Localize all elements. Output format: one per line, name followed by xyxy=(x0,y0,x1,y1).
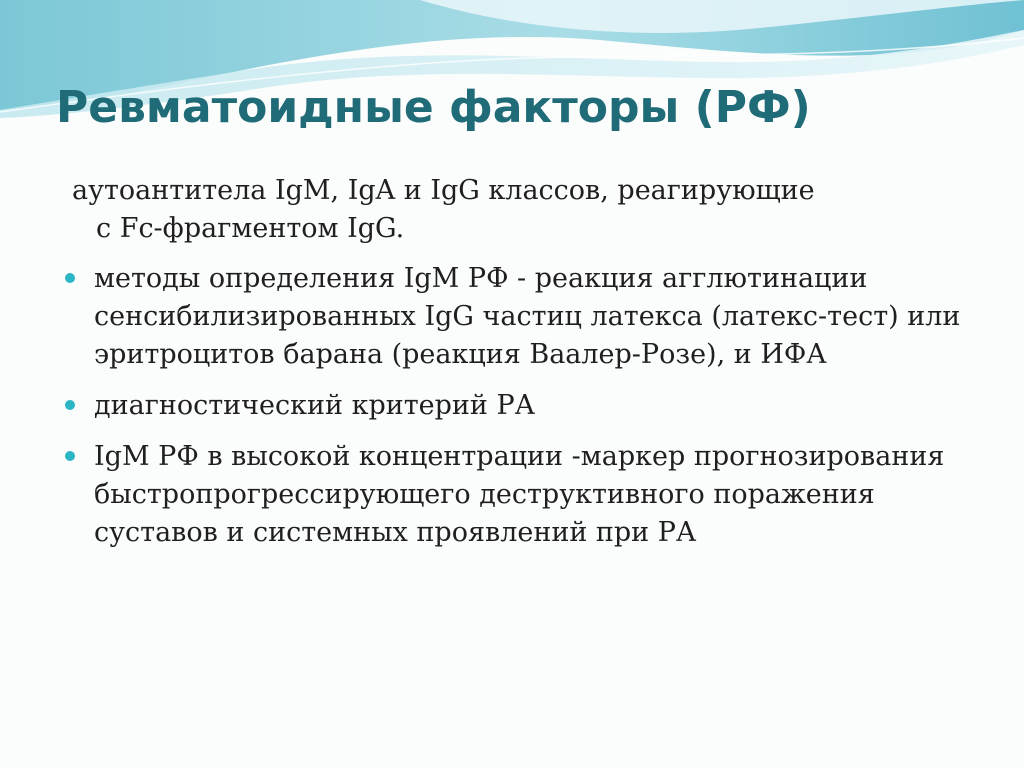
list-item xyxy=(62,438,962,552)
bullet-text: методы определения IgM РФ - реакция агглютинации сенсибилизированных IgG частиц латекса (латекс-тест) или эритроцитов барана (реакция Ваалер-Розе), и ИФА xyxy=(94,263,961,370)
bullet-dot-icon xyxy=(65,273,75,283)
bullet-list xyxy=(62,260,962,552)
intro-line-1: аутоантитела IgM, IgA и IgG классов, реагирующие xyxy=(72,175,815,206)
intro-paragraph xyxy=(72,172,962,248)
list-item xyxy=(62,260,962,374)
slide-title: Ревматоидные факторы (РФ) xyxy=(56,82,811,133)
bullet-text: IgM РФ в высокой концентрации -маркер прогнозирования быстропрогрессирующего деструктивного поражения суставов и системных проявлений при РА xyxy=(94,441,945,548)
slide-body xyxy=(62,172,962,565)
bullet-dot-icon xyxy=(65,451,75,461)
intro-line-2: с Fc-фрагментом IgG. xyxy=(96,213,405,244)
bullet-text: диагностический критерий РА xyxy=(94,390,536,421)
bullet-dot-icon xyxy=(65,400,75,410)
list-item xyxy=(62,387,962,425)
